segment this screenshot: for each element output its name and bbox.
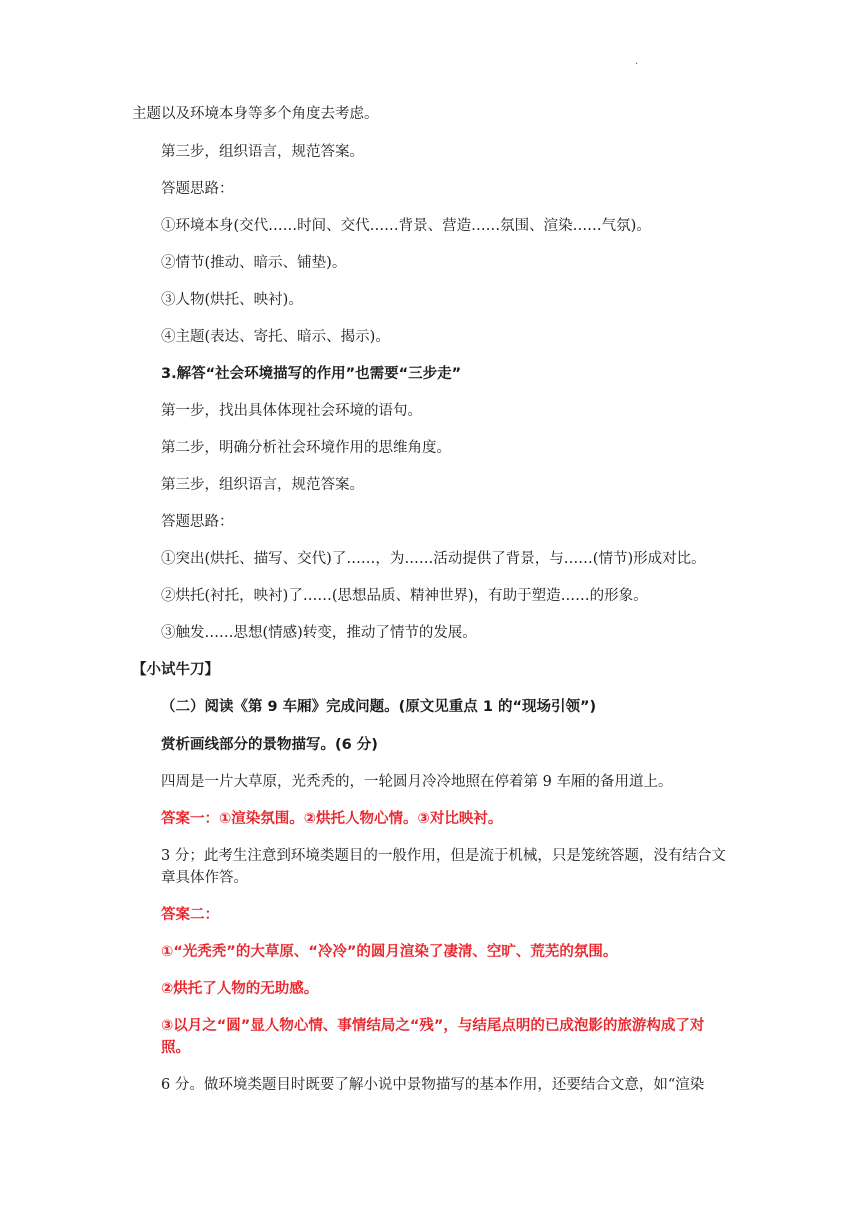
reading-task: （二）阅读《第 9 车厢》完成问题。(原文见重点 1 的“现场引领”) [161,699,597,715]
question-line: 赏析画线部分的景物描写。(6 分) [161,737,378,753]
step-three-line-2: 第三步，组织语言，规范答案。 [161,477,364,493]
answer-two-item-2: ②烘托了人物的无助感。 [161,981,319,997]
answer-two-label: 答案二： [161,907,219,923]
approach-item-4: ④主题(表达、寄托、暗示、揭示)。 [161,329,390,345]
step-three-line: 第三步，组织语言，规范答案。 [161,144,364,160]
approach-item-1: ①环境本身(交代……时间、交代……背景、营造……氛围、渲染……气氛)。 [161,218,651,234]
approach-item-2: ②情节(推动、暗示、铺垫)。 [161,255,347,271]
answer-approach-label: 答题思路： [161,181,234,197]
answer-one: 答案一：①渲染氛围。②烘托人物心情。③对比映衬。 [161,811,503,827]
answer-two-comment: 6 分。做环境类题目时既要了解小说中景物描写的基本作用，还要结合文意，如“渲染 [161,1077,705,1093]
step-two-line: 第二步，明确分析社会环境作用的思维角度。 [161,440,451,456]
social-approach-item-1: ①突出(烘托、描写、交代)了……，为……活动提供了背景，与……(情节)形成对比。 [161,551,706,567]
answer-approach-label-2: 答题思路： [161,514,234,530]
answer-one-comment: 3 分；此考生注意到环境类题目的一般作用，但是流于机械，只是笼统答题，没有结合文章具体作答。 [161,848,726,886]
paragraph-line: 主题以及环境本身等多个角度去考虑。 [132,106,379,122]
approach-item-3: ③人物(烘托、映衬)。 [161,292,303,308]
social-approach-item-2: ②烘托(衬托，映衬)了……(思想品质、精神世界)，有助于塑造……的形象。 [161,588,648,604]
answer-two-item-3: ③以月之“圆”显人物心情、事情结局之“残”，与结尾点明的已成泡影的旅游构成了对照。 [161,1018,705,1056]
practice-heading: 【小试牛刀】 [132,662,219,678]
answer-two-item-1: ①“光秃秃”的大草原、“冷冷”的圆月渲染了凄清、空旷、荒芜的氛围。 [161,944,618,960]
header-dot: . [635,56,639,67]
section-heading-3: 3.解答“社会环境描写的作用”也需要“三步走” [161,366,462,382]
quoted-passage: 四周是一片大草原，光秃秃的，一轮圆月冷冷地照在停着第 9 车厢的备用道上。 [161,774,673,790]
step-one-line: 第一步，找出具体体现社会环境的语句。 [161,403,422,419]
social-approach-item-3: ③触发……思想(情感)转变，推动了情节的发展。 [161,625,477,641]
